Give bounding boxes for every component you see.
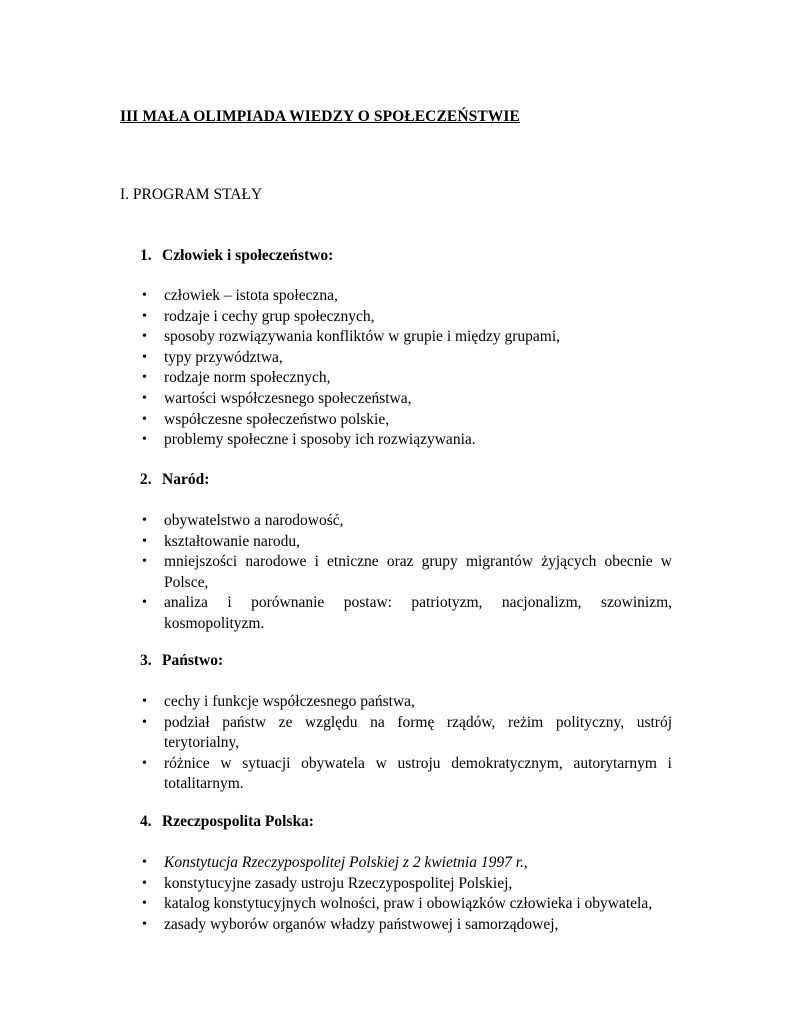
- list-item: • mniejszości narodowe i etniczne oraz grupy migrantów żyjących obecnie w Polsce,: [142, 553, 672, 591]
- list-item: • cechy i funkcje współczesnego państwa,: [140, 692, 672, 713]
- bullet-icon: •: [142, 390, 147, 406]
- list-item: • różnice w sytuacji obywatela w ustroju demokratycznym, autorytarnym i totalitarnym.: [142, 754, 672, 793]
- list-item: • Konstytucja Rzeczypospolitej Polskiej z 2 kwietnia 1997 r.,: [140, 853, 672, 874]
- list-item: • sposoby rozwiązywania konfliktów w grupie i między grupami,: [140, 327, 672, 348]
- bullet-icon: •: [142, 329, 147, 345]
- bullet-list: [140, 692, 672, 795]
- bullet-icon: •: [142, 349, 147, 365]
- bullet-icon: •: [142, 432, 147, 448]
- section-title: Państwo:: [162, 652, 224, 669]
- bullet-icon: •: [142, 855, 147, 870]
- section-title: Rzeczpospolita Polska:: [162, 813, 314, 830]
- bullet-icon: •: [142, 694, 147, 709]
- section-rzeczpospolita: [140, 812, 672, 935]
- list-item: • kształtowanie narodu,: [140, 532, 672, 553]
- section-number: 2.: [140, 471, 152, 488]
- section-narod: [140, 470, 672, 635]
- section-heading: [140, 246, 672, 266]
- list-item: • wartości współczesnego społeczeństwa,: [140, 389, 672, 410]
- list-item: • obywatelstwo a narodowość,: [140, 511, 672, 532]
- section-title: Naród:: [162, 471, 210, 488]
- bullet-icon: •: [142, 714, 147, 730]
- section-panstwo: [140, 651, 672, 795]
- bullet-icon: •: [142, 411, 147, 427]
- bullet-icon: •: [142, 308, 147, 324]
- bullet-icon: •: [142, 513, 147, 528]
- section-number: 4.: [140, 813, 152, 830]
- bullet-list: [140, 286, 672, 451]
- list-item: • podział państw ze względu na formę rządów, reżim polityczny, ustrój terytorialny,: [142, 713, 672, 752]
- section-heading: [140, 812, 672, 832]
- list-item: • współczesne społeczeństwo polskie,: [140, 410, 672, 431]
- bullet-icon: •: [142, 916, 147, 932]
- list-item: • analiza i porównanie postaw: patriotyzm, nacjonalizm, szowinizm, kosmopolityzm.: [142, 594, 672, 632]
- bullet-list: [140, 511, 672, 635]
- bullet-icon: •: [142, 370, 147, 386]
- section-heading: [140, 470, 672, 490]
- list-item: • zasady wyborów organów władzy państwowej i samorządowej,: [140, 915, 672, 936]
- section-title: Człowiek i społeczeństwo:: [162, 247, 334, 264]
- list-item: • rodzaje i cechy grup społecznych,: [140, 307, 672, 328]
- list-item: • konstytucyjne zasady ustroju Rzeczypospolitej Polskiej,: [140, 874, 672, 895]
- list-item: • rodzaje norm społecznych,: [140, 368, 672, 389]
- bullet-icon: •: [142, 595, 147, 611]
- bullet-icon: •: [142, 896, 147, 912]
- section-number: 3.: [140, 652, 152, 669]
- bullet-icon: •: [142, 755, 147, 771]
- section-czlowiek: [140, 246, 672, 451]
- section-number: 1.: [140, 247, 152, 264]
- bullet-icon: •: [142, 288, 147, 303]
- bullet-icon: •: [142, 533, 147, 549]
- part-title: I. PROGRAM STAŁY: [120, 186, 263, 203]
- section-heading: [140, 651, 672, 671]
- bullet-list: [140, 853, 672, 935]
- bullet-icon: •: [142, 875, 147, 891]
- document-title: III MAŁA OLIMPIADA WIEDZY O SPOŁECZEŃSTWIE: [120, 108, 520, 125]
- list-item: • człowiek – istota społeczna,: [140, 286, 672, 307]
- list-item: • problemy społeczne i sposoby ich rozwiązywania.: [140, 430, 672, 451]
- bullet-icon: •: [142, 554, 147, 570]
- list-item: • katalog konstytucyjnych wolności, praw i obowiązków człowieka i obywatela,: [140, 894, 672, 915]
- list-item: • typy przywództwa,: [140, 348, 672, 369]
